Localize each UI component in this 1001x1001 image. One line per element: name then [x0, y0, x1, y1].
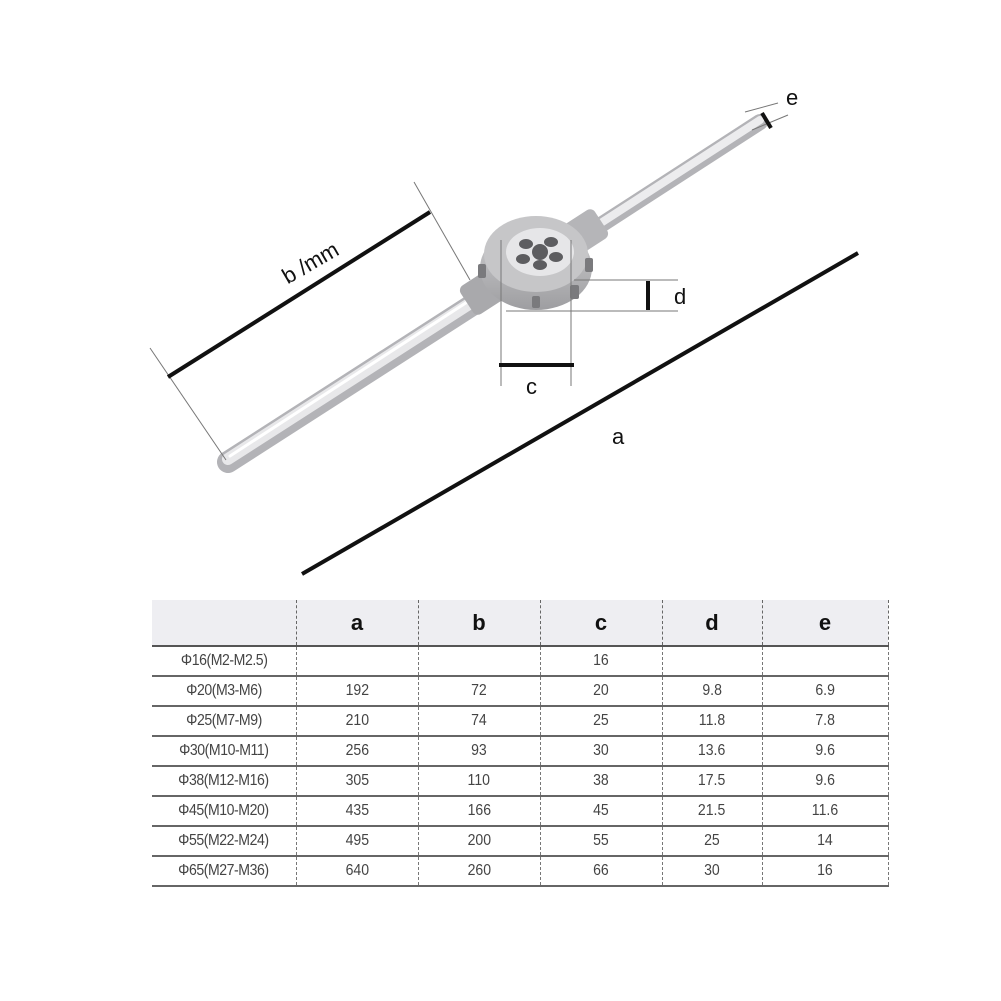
- cell-a: [296, 766, 418, 796]
- cell-c: [540, 826, 662, 856]
- column-header-c: c: [540, 600, 662, 646]
- cell-e-text: 6.9: [815, 682, 835, 699]
- cell-d-text: 25: [704, 832, 720, 849]
- cell-e: [762, 856, 888, 886]
- cell-b-text: 110: [467, 772, 491, 789]
- cell-e: [762, 706, 888, 736]
- cell-e: [762, 736, 888, 766]
- column-header-e: e: [762, 600, 888, 646]
- table-row: [152, 796, 888, 826]
- cell-c: [540, 736, 662, 766]
- handle-left: [228, 295, 480, 462]
- cell-c-text: 38: [593, 772, 609, 789]
- table-row: [152, 736, 888, 766]
- table-row: [152, 676, 888, 706]
- cell-size-text: Φ16(M2-M2.5): [180, 652, 268, 669]
- cell-size-text: Φ25(M7-M9): [185, 712, 262, 729]
- cell-size: [152, 736, 296, 766]
- cell-b: [418, 706, 540, 736]
- cell-size: [152, 706, 296, 736]
- handle-right: [590, 120, 760, 232]
- cell-size-text: Φ55(M22-M24): [178, 832, 269, 849]
- cell-b: [418, 766, 540, 796]
- cell-a: [296, 856, 418, 886]
- cell-e-text: 11.6: [811, 802, 839, 819]
- label-c: c: [526, 374, 537, 399]
- cell-c: [540, 856, 662, 886]
- cell-b-text: 93: [471, 742, 487, 759]
- cell-e: [762, 826, 888, 856]
- cell-e: [762, 676, 888, 706]
- cell-size: [152, 856, 296, 886]
- cell-d: [662, 796, 762, 826]
- cell-d-text: 21.5: [698, 802, 726, 819]
- cell-a-text: 210: [345, 712, 369, 729]
- cell-size: [152, 826, 296, 856]
- cell-a: [296, 826, 418, 856]
- cell-c-text: 55: [593, 832, 609, 849]
- cell-b-text: 74: [471, 712, 487, 729]
- table-row: [152, 856, 888, 886]
- cell-b-text: 72: [471, 682, 487, 699]
- cell-d-text: 13.6: [698, 742, 726, 759]
- table-row: [152, 706, 888, 736]
- cell-e: [762, 766, 888, 796]
- cell-b: [418, 736, 540, 766]
- cell-c-text: 45: [593, 802, 609, 819]
- cell-a-text: 495: [345, 832, 369, 849]
- cell-d: [662, 766, 762, 796]
- cell-a-text: 435: [345, 802, 369, 819]
- cell-d: [662, 826, 762, 856]
- cell-b: [418, 646, 540, 676]
- cell-size-text: Φ20(M3-M6): [185, 682, 262, 699]
- cell-a: [296, 706, 418, 736]
- cell-c-text: 25: [593, 712, 609, 729]
- specification-table: [152, 600, 889, 887]
- cell-b-text: 260: [467, 862, 491, 879]
- cell-e-text: 7.8: [815, 712, 835, 729]
- cell-d: [662, 706, 762, 736]
- cell-e-text: 16: [817, 862, 833, 879]
- cell-b: [418, 856, 540, 886]
- cell-c: [540, 766, 662, 796]
- cell-b: [418, 676, 540, 706]
- cell-d: [662, 676, 762, 706]
- table-row: [152, 646, 888, 676]
- cell-b: [418, 796, 540, 826]
- cell-d: [662, 646, 762, 676]
- cell-a: [296, 736, 418, 766]
- cell-e-text: 9.6: [815, 742, 835, 759]
- cell-size-text: Φ65(M27-M36): [178, 862, 269, 879]
- label-a: a: [612, 424, 625, 449]
- cell-a-text: 192: [345, 682, 369, 699]
- cell-c: [540, 796, 662, 826]
- cell-e: [762, 796, 888, 826]
- cell-size-text: Φ30(M10-M11): [179, 742, 269, 759]
- cell-e-text: 9.6: [815, 772, 835, 789]
- label-e: e: [786, 85, 799, 110]
- cell-size-text: Φ45(M10-M20): [178, 802, 269, 819]
- cell-b-text: 200: [467, 832, 491, 849]
- cell-size: [152, 676, 296, 706]
- cell-size: [152, 766, 296, 796]
- table-row: [152, 766, 888, 796]
- cell-a: [296, 796, 418, 826]
- cell-size: [152, 646, 296, 676]
- cell-c: [540, 706, 662, 736]
- cell-c: [540, 676, 662, 706]
- cell-d: [662, 736, 762, 766]
- table-row: [152, 826, 888, 856]
- cell-a-text: 305: [345, 772, 369, 789]
- die-holder: [458, 207, 611, 317]
- cell-a: [296, 676, 418, 706]
- cell-size: [152, 796, 296, 826]
- cell-c-text: 20: [593, 682, 609, 699]
- cell-c: [540, 646, 662, 676]
- cell-e-text: 14: [817, 832, 833, 849]
- cell-a: [296, 646, 418, 676]
- cell-size-text: Φ38(M12-M16): [178, 772, 269, 789]
- label-d: d: [674, 284, 687, 309]
- cell-d-text: 30: [704, 862, 720, 879]
- table-header-row: [152, 600, 888, 646]
- cell-b-text: 166: [467, 802, 491, 819]
- label-b: b /mm: [277, 236, 344, 289]
- dimension-a: [302, 253, 858, 574]
- column-header-b: b: [418, 600, 540, 646]
- cell-d-text: 17.5: [698, 772, 726, 789]
- cell-a-text: 256: [345, 742, 369, 759]
- column-header-a: a: [296, 600, 418, 646]
- cell-c-text: 66: [593, 862, 609, 879]
- cell-d-text: 9.8: [702, 682, 722, 699]
- cell-e: [762, 646, 888, 676]
- cell-d: [662, 856, 762, 886]
- cell-c-text: 30: [593, 742, 609, 759]
- cell-b: [418, 826, 540, 856]
- cell-d-text: 11.8: [698, 712, 726, 729]
- cell-c-text: 16: [593, 652, 609, 669]
- column-header-size: [152, 600, 296, 646]
- cell-a-text: 640: [345, 862, 369, 879]
- column-header-d: d: [662, 600, 762, 646]
